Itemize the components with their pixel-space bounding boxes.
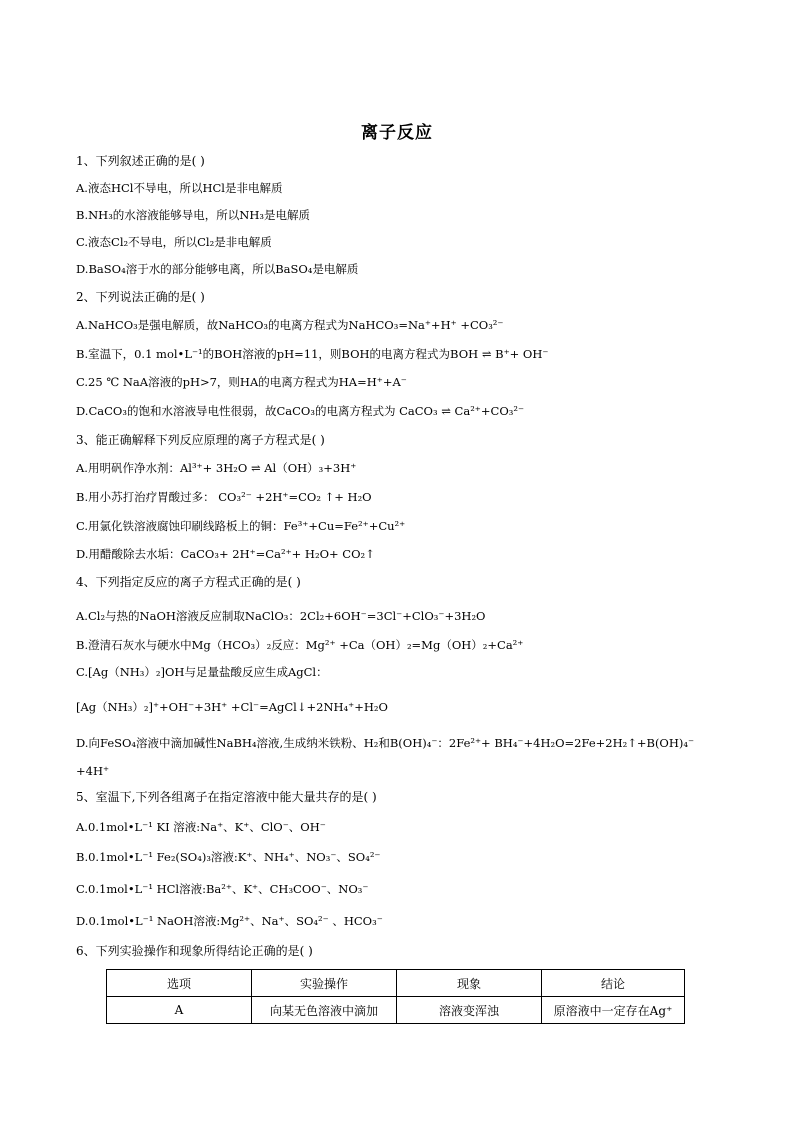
- table-header-cell: 实验操作: [252, 970, 397, 997]
- q2-option-c: C.25 ℃ NaA溶液的pH>7，则HA的电离方程式为HA=H⁺+A⁻: [76, 375, 407, 389]
- table-row: [107, 997, 685, 1024]
- question-3: 3、能正确解释下列反应原理的离子方程式是( ): [76, 433, 325, 447]
- q5-option-b: B.0.1mol•L⁻¹ Fe₂(SO₄)₃溶液:K⁺、NH₄⁺、NO₃⁻、SO₄²⁻: [76, 850, 381, 864]
- q3-option-c: C.用氯化铁溶液腐蚀印刷线路板上的铜：Fe³⁺+Cu=Fe²⁺+Cu²⁺: [76, 519, 406, 533]
- question-5: 5、室温下,下列各组离子在指定溶液中能大量共存的是( ): [76, 790, 377, 804]
- table-cell: A: [107, 997, 252, 1024]
- q4-option-d-continued: +4H⁺: [76, 764, 110, 778]
- q1-option-a: A.液态HCl不导电，所以HCl是非电解质: [76, 181, 283, 195]
- question-1: 1、下列叙述正确的是( ): [76, 154, 205, 168]
- experiment-table: [106, 969, 685, 1024]
- q4-option-d: D.向FeSO₄溶液中滴加碱性NaBH₄溶液,生成纳米铁粉、H₂和B(OH)₄⁻：2Fe²⁺+ BH₄⁻+4H₂O=2Fe+2H₂↑+B(OH)₄⁻: [76, 736, 695, 750]
- q2-option-b: B.室温下，0.1 mol•L⁻¹的BOH溶液的pH=11，则BOH的电离方程式为BOH ⇌ B⁺+ OH⁻: [76, 347, 549, 361]
- q5-option-d: D.0.1mol•L⁻¹ NaOH溶液:Mg²⁺、Na⁺、SO₄²⁻ 、HCO₃⁻: [76, 914, 383, 928]
- table-header-cell: 现象: [397, 970, 542, 997]
- table-cell: 原溶液中一定存在Ag⁺: [542, 997, 685, 1024]
- q1-option-b: B.NH₃的水溶液能够导电，所以NH₃是电解质: [76, 208, 311, 222]
- table-cell: 溶液变浑浊: [397, 997, 542, 1024]
- q1-option-d: D.BaSO₄溶于水的部分能够电离，所以BaSO₄是电解质: [76, 262, 359, 276]
- q2-option-d: D.CaCO₃的饱和水溶液导电性很弱，故CaCO₃的电离方程式为 CaCO₃ ⇌ Ca²⁺+CO₃²⁻: [76, 404, 525, 418]
- table-header-cell: 选项: [107, 970, 252, 997]
- q1-option-c: C.液态Cl₂不导电，所以Cl₂是非电解质: [76, 235, 272, 249]
- q5-option-c: C.0.1mol•L⁻¹ HCl溶液:Ba²⁺、K⁺、CH₃COO⁻、NO₃⁻: [76, 882, 369, 896]
- q3-option-b: B.用小苏打治疗胃酸过多： CO₃²⁻ +2H⁺=CO₂ ↑+ H₂O: [76, 490, 372, 504]
- table-cell: 向某无色溶液中滴加: [252, 997, 397, 1024]
- table-header-row: [107, 970, 685, 997]
- q3-option-d: D.用醋酸除去水垢：CaCO₃+ 2H⁺=Ca²⁺+ H₂O+ CO₂↑: [76, 547, 375, 561]
- question-6: 6、下列实验操作和现象所得结论正确的是( ): [76, 944, 313, 958]
- q4-option-c: C.[Ag（NH₃）₂]OH与足量盐酸反应生成AgCl：: [76, 665, 328, 679]
- q4-option-c-equation: [Ag（NH₃）₂]⁺+OH⁻+3H⁺ +Cl⁻=AgCl↓+2NH₄⁺+H₂O: [76, 700, 388, 714]
- question-4: 4、下列指定反应的离子方程式正确的是( ): [76, 575, 301, 589]
- q3-option-a: A.用明矾作净水剂：Al³⁺+ 3H₂O ⇌ Al（OH）₃+3H⁺: [76, 461, 357, 475]
- q4-option-a: A.Cl₂与热的NaOH溶液反应制取NaClO₃：2Cl₂+6OH⁻=3Cl⁻+ClO₃⁻+3H₂O: [76, 609, 486, 623]
- table-header-cell: 结论: [542, 970, 685, 997]
- q4-option-b: B.澄清石灰水与硬水中Mg（HCO₃）₂反应：Mg²⁺ +Ca（OH）₂=Mg（OH）₂+Ca²⁺: [76, 638, 524, 652]
- q5-option-a: A.0.1mol•L⁻¹ KI 溶液:Na⁺、K⁺、ClO⁻、OH⁻: [76, 820, 326, 834]
- question-2: 2、下列说法正确的是( ): [76, 290, 205, 304]
- page-title: 离子反应: [361, 123, 433, 143]
- q2-option-a: A.NaHCO₃是强电解质，故NaHCO₃的电离方程式为NaHCO₃=Na⁺+H⁺ +CO₃²⁻: [76, 318, 504, 332]
